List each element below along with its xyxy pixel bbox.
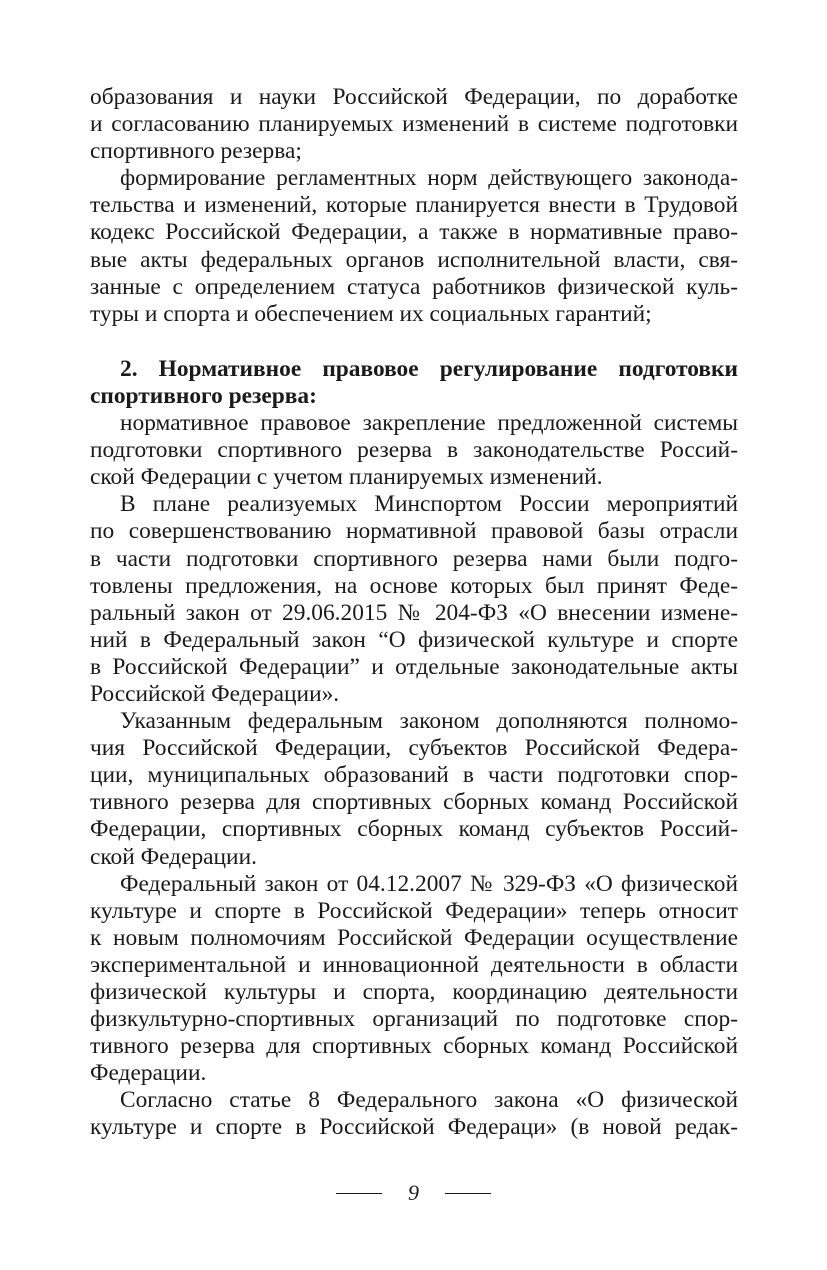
section-gap [90, 328, 738, 356]
text-line: в Российской Федерации” и отдельные законодательные акты [90, 653, 738, 680]
text-line: спортивного резерва; [90, 138, 302, 165]
text-line: формирование регламентных норм действующего законода- [120, 165, 738, 192]
text-line: занные с определением статуса работников физической куль- [90, 273, 738, 300]
footer-rule-left [336, 1193, 382, 1194]
paragraph-powers [90, 708, 738, 871]
text-line: Согласно статье 8 Федерального закона «О физической [120, 1087, 738, 1114]
intro-paragraph [90, 84, 738, 165]
text-line: экспериментальной и инновационной деятельности в области [90, 951, 738, 978]
heading-line: спортивного резерва: [90, 382, 317, 409]
section-heading [90, 356, 738, 410]
paragraph-minsport-plan [90, 491, 738, 708]
text-line: ции, муниципальных образований в части подготовки спор- [90, 762, 738, 789]
text-line: туры и спорта и обеспечением их социальных гарантий; [90, 300, 652, 327]
page-footer [0, 1178, 827, 1208]
text-line: и согласованию планируемых изменений в системе подготовки [90, 111, 738, 138]
text-line: культуре и спорте в Российской Федерации» теперь относит [90, 897, 738, 924]
page-body [90, 84, 738, 1142]
text-line: Федеральный закон от 04.12.2007 № 329-ФЗ «О физической [120, 870, 738, 897]
footer-rule-right [445, 1193, 491, 1194]
text-line: образования и науки Российской Федерации, по доработке [90, 84, 738, 110]
text-line: ской Федерации. [90, 843, 257, 870]
text-line: ской Федерации с учетом планируемых изменений. [90, 464, 603, 491]
text-line: В плане реализуемых Минспортом России мероприятий [120, 491, 738, 518]
text-line: тивного резерва для спортивных сборных команд Российской [90, 789, 738, 816]
text-line: в части подготовки спортивного резерва нами были подго- [90, 545, 738, 572]
text-line: по совершенствованию нормативной правовой базы отрасли [90, 518, 738, 545]
text-line: тельства и изменений, которые планируется внести в Трудовой [90, 192, 738, 219]
text-line: к новым полномочиям Российской Федерации осуществление [90, 924, 738, 951]
paragraph-article-8 [90, 1087, 738, 1141]
text-line: чия Российской Федерации, субъектов Российской Федера- [90, 735, 738, 762]
text-line: ральный закон от 29.06.2015 № 204-ФЗ «О внесении измене- [90, 599, 738, 626]
paragraph-federal-law-329 [90, 871, 738, 1088]
text-line: товлены предложения, на основе которых был принят Феде- [90, 572, 738, 599]
text-line: Федерации, спортивных сборных команд субъектов Россий- [90, 816, 738, 843]
text-line: Российской Федерации». [90, 680, 340, 707]
text-line: Федерации. [90, 1060, 207, 1087]
page-number: 9 [408, 1180, 419, 1205]
text-line: культуре и спорте в Российской Федераци» (в новой редак- [90, 1114, 738, 1141]
heading-line: 2. Нормативное правовое регулирование подготовки [120, 355, 738, 382]
text-line: тивного резерва для спортивных сборных команд Российской [90, 1033, 738, 1060]
text-line: нормативное правовое закрепление предложенной системы [120, 410, 738, 437]
text-line: физической культуры и спорта, координацию деятельности [90, 979, 738, 1005]
text-line: подготовки спортивного резерва в законодательстве Россий- [90, 437, 738, 464]
text-line: кодекс Российской Федерации, а также в нормативные право- [90, 219, 738, 246]
text-line: ний в Федеральный закон “О физической культуре и спорте [90, 626, 738, 653]
text-line: Указанным федеральным законом дополняются полномо- [120, 708, 738, 735]
norms-paragraph [90, 165, 738, 328]
text-line: физкультурно-спортивных организаций по подготовке спор- [90, 1006, 738, 1033]
text-line: вые акты федеральных органов исполнительной власти, свя- [90, 246, 738, 273]
paragraph-legal-consolidation [90, 410, 738, 491]
